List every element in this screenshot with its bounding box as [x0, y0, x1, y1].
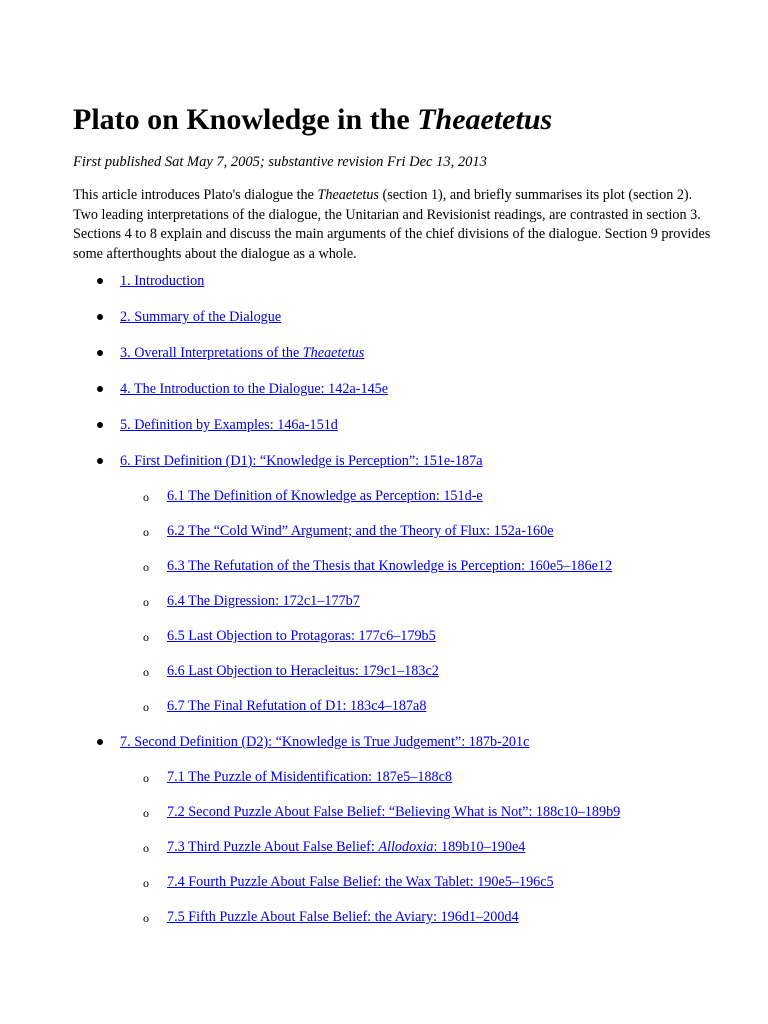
bullet-disc-icon [97, 350, 103, 356]
toc-subitem [143, 661, 439, 681]
title-text: Plato on Knowledge in the [73, 103, 418, 136]
bullet-disc-icon [97, 278, 103, 284]
toc-link[interactable]: 7.4 Fourth Puzzle About False Belief: the Wax Tablet: 190e5–196c5 [167, 874, 554, 890]
toc-item [120, 451, 483, 471]
bullet-disc-icon [97, 458, 103, 464]
intro-paragraph [73, 186, 713, 264]
bullet-circle-icon: o [143, 911, 149, 925]
intro-text-1: This article introduces Plato's dialogue the [73, 187, 318, 203]
bullet-circle-icon: o [143, 665, 149, 679]
toc-item [120, 732, 529, 752]
bullet-circle-icon: o [143, 806, 149, 820]
title-italic: Theaetetus [417, 103, 553, 136]
toc-link[interactable]: 2. Summary of the Dialogue [120, 309, 282, 325]
toc-link[interactable]: 6. First Definition (D1): “Knowledge is Perception”: 151e-187a [120, 453, 483, 469]
toc-link[interactable]: 6.5 Last Objection to Protagoras: 177c6–179b5 [167, 628, 436, 644]
toc-link[interactable]: 6.6 Last Objection to Heracleitus: 179c1–183c2 [167, 663, 439, 679]
bullet-circle-icon: o [143, 490, 149, 504]
toc-subitem [143, 696, 427, 716]
toc-link[interactable]: 7.1 The Puzzle of Misidentification: 187e5–188c8 [167, 769, 453, 785]
toc-link[interactable]: 6.7 The Final Refutation of D1: 183c4–187a8 [167, 698, 427, 714]
toc-item [120, 307, 281, 327]
toc-link[interactable]: 5. Definition by Examples: 146a-151d [120, 417, 338, 433]
bullet-circle-icon: o [143, 876, 149, 890]
toc-item [120, 415, 338, 435]
bullet-circle-icon: o [143, 525, 149, 539]
toc-link[interactable]: 6.3 The Refutation of the Thesis that Knowledge is Perception: 160e5–186e12 [167, 558, 613, 574]
toc-link[interactable]: 7.3 Third Puzzle About False Belief: Allodoxia: 189b10–190e4 [167, 839, 526, 855]
toc-subitem [143, 486, 483, 506]
toc-link[interactable]: 7. Second Definition (D2): “Knowledge is True Judgement”: 187b-201c [120, 734, 530, 750]
toc-link[interactable]: 6.2 The “Cold Wind” Argument; and the Theory of Flux: 152a-160e [167, 523, 554, 539]
page-title [73, 100, 552, 140]
toc-link[interactable]: 6.4 The Digression: 172c1–177b7 [167, 593, 360, 609]
bullet-disc-icon [97, 314, 103, 320]
toc-subitem [143, 837, 526, 857]
bullet-circle-icon: o [143, 630, 149, 644]
intro-text-2: (section 1), and briefly summarises its plot (section 2). Two leading interpretations of the dialogue, the Unitarian and Revisionist readings, are contrasted in section 3. Sections 4 to 8 explain and discuss the main arguments of the chief divisions of the dialogue. Section 9 provides some afterthoughts about the dialogue as a whole. [73, 187, 711, 262]
toc-subitem [143, 521, 554, 541]
toc-subitem [143, 802, 621, 822]
bullet-circle-icon: o [143, 771, 149, 785]
bullet-circle-icon: o [143, 700, 149, 714]
intro-italic: Theaetetus [317, 187, 379, 203]
toc-link[interactable]: 6.1 The Definition of Knowledge as Perception: 151d-e [167, 488, 483, 504]
bullet-disc-icon [97, 386, 103, 392]
bullet-circle-icon: o [143, 595, 149, 609]
bullet-disc-icon [97, 739, 103, 745]
toc-subitem [143, 556, 613, 576]
toc-link[interactable]: 1. Introduction [120, 273, 205, 289]
bullet-circle-icon: o [143, 560, 149, 574]
toc-link[interactable]: 4. The Introduction to the Dialogue: 142a-145e [120, 381, 389, 397]
bullet-disc-icon [97, 422, 103, 428]
toc-link[interactable]: 3. Overall Interpretations of the Theaetetus [120, 345, 365, 361]
toc-item [120, 343, 364, 363]
toc-subitem [143, 591, 360, 611]
toc-link[interactable]: 7.2 Second Puzzle About False Belief: “Believing What is Not”: 188c10–189b9 [167, 804, 621, 820]
toc-subitem [143, 907, 519, 927]
toc-subitem [143, 626, 436, 646]
toc-item [120, 271, 204, 291]
publication-info: First published Sat May 7, 2005; substantive revision Fri Dec 13, 2013 [73, 154, 487, 170]
toc-item [120, 379, 388, 399]
toc-link[interactable]: 7.5 Fifth Puzzle About False Belief: the Aviary: 196d1–200d4 [167, 909, 519, 925]
toc-subitem [143, 767, 453, 787]
bullet-circle-icon: o [143, 841, 149, 855]
toc-subitem [143, 872, 554, 892]
